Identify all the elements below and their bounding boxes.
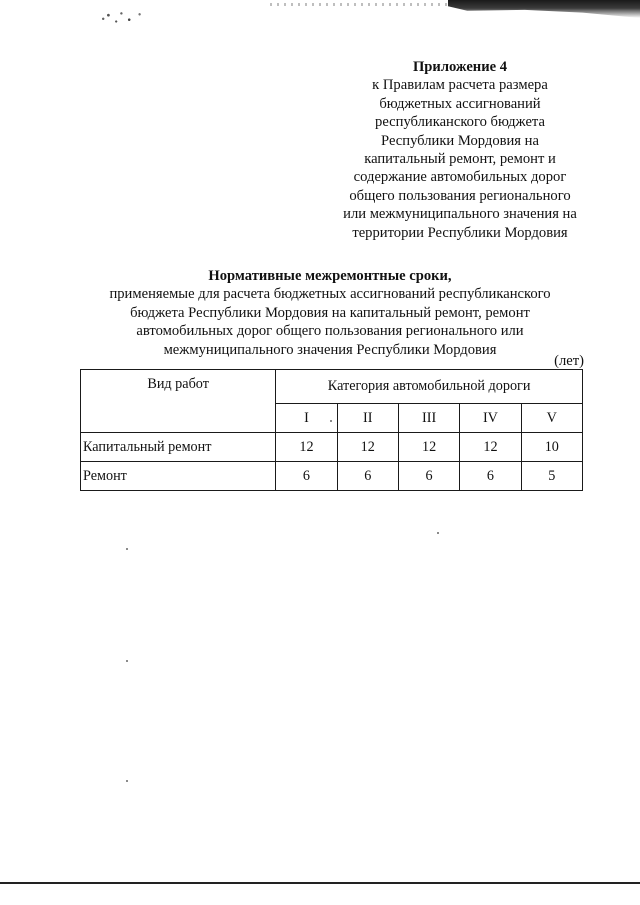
appendix-line: Республики Мордовия на <box>381 132 539 149</box>
title-line: межмуниципального значения Республики Мордовия <box>163 341 497 358</box>
title-line: применяемые для расчета бюджетных ассигнований республиканского <box>109 286 551 303</box>
category-cell: II <box>337 404 398 433</box>
scan-dot <box>126 780 128 782</box>
scan-artifact-bottom-line <box>0 882 640 884</box>
table-cell: 12 <box>337 433 398 462</box>
table-cell: 12 <box>276 433 337 462</box>
units-label: (лет) <box>554 353 584 369</box>
appendix-block <box>300 58 620 242</box>
table-row <box>81 433 583 462</box>
appendix-line: содержание автомобильных дорог <box>353 169 567 186</box>
scan-dot <box>126 660 128 662</box>
row-label: Капитальный ремонт <box>81 433 276 462</box>
table-row <box>81 462 583 491</box>
table-cell: 6 <box>337 462 398 491</box>
appendix-line: или межмуниципального значения на <box>343 206 577 223</box>
title-line: автомобильных дорог общего пользования регионального или <box>136 323 524 340</box>
work-type-header: Вид работ <box>81 370 276 433</box>
title-line: бюджета Республики Мордовия на капитальный ремонт, ремонт <box>130 304 530 321</box>
appendix-heading: Приложение 4 <box>412 59 508 75</box>
table-cell: 6 <box>460 462 521 491</box>
document-title: Нормативные межремонтные сроки, <box>208 268 452 284</box>
category-cell: IV <box>460 404 521 433</box>
table-cell: 6 <box>398 462 459 491</box>
appendix-line: бюджетных ассигнований <box>379 95 541 112</box>
scan-artifact-top-right <box>448 0 640 18</box>
table-cell: 6 <box>276 462 337 491</box>
category-header: Категория автомобильной дороги <box>276 370 583 404</box>
table-header-row <box>81 370 583 404</box>
scan-dot <box>126 548 128 550</box>
norms-table <box>80 369 583 491</box>
appendix-line: общего пользования регионального <box>349 187 571 204</box>
table-cell: 5 <box>521 462 582 491</box>
table-cell: 10 <box>521 433 582 462</box>
appendix-line: территории Республики Мордовия <box>352 224 568 241</box>
row-label: Ремонт <box>81 462 276 491</box>
appendix-line: республиканского бюджета <box>375 114 545 131</box>
category-cell: III <box>398 404 459 433</box>
table-cell: 12 <box>398 433 459 462</box>
category-cell: I <box>276 404 337 433</box>
scan-dot <box>437 532 439 534</box>
table-cell: 12 <box>460 433 521 462</box>
category-cell: V <box>521 404 582 433</box>
scan-artifact-top-streak <box>270 3 450 6</box>
scan-artifact-top-left <box>98 8 150 26</box>
appendix-line: к Правилам расчета размера <box>372 77 548 94</box>
appendix-line: капитальный ремонт, ремонт и <box>364 151 556 168</box>
document-title-block <box>60 267 600 359</box>
